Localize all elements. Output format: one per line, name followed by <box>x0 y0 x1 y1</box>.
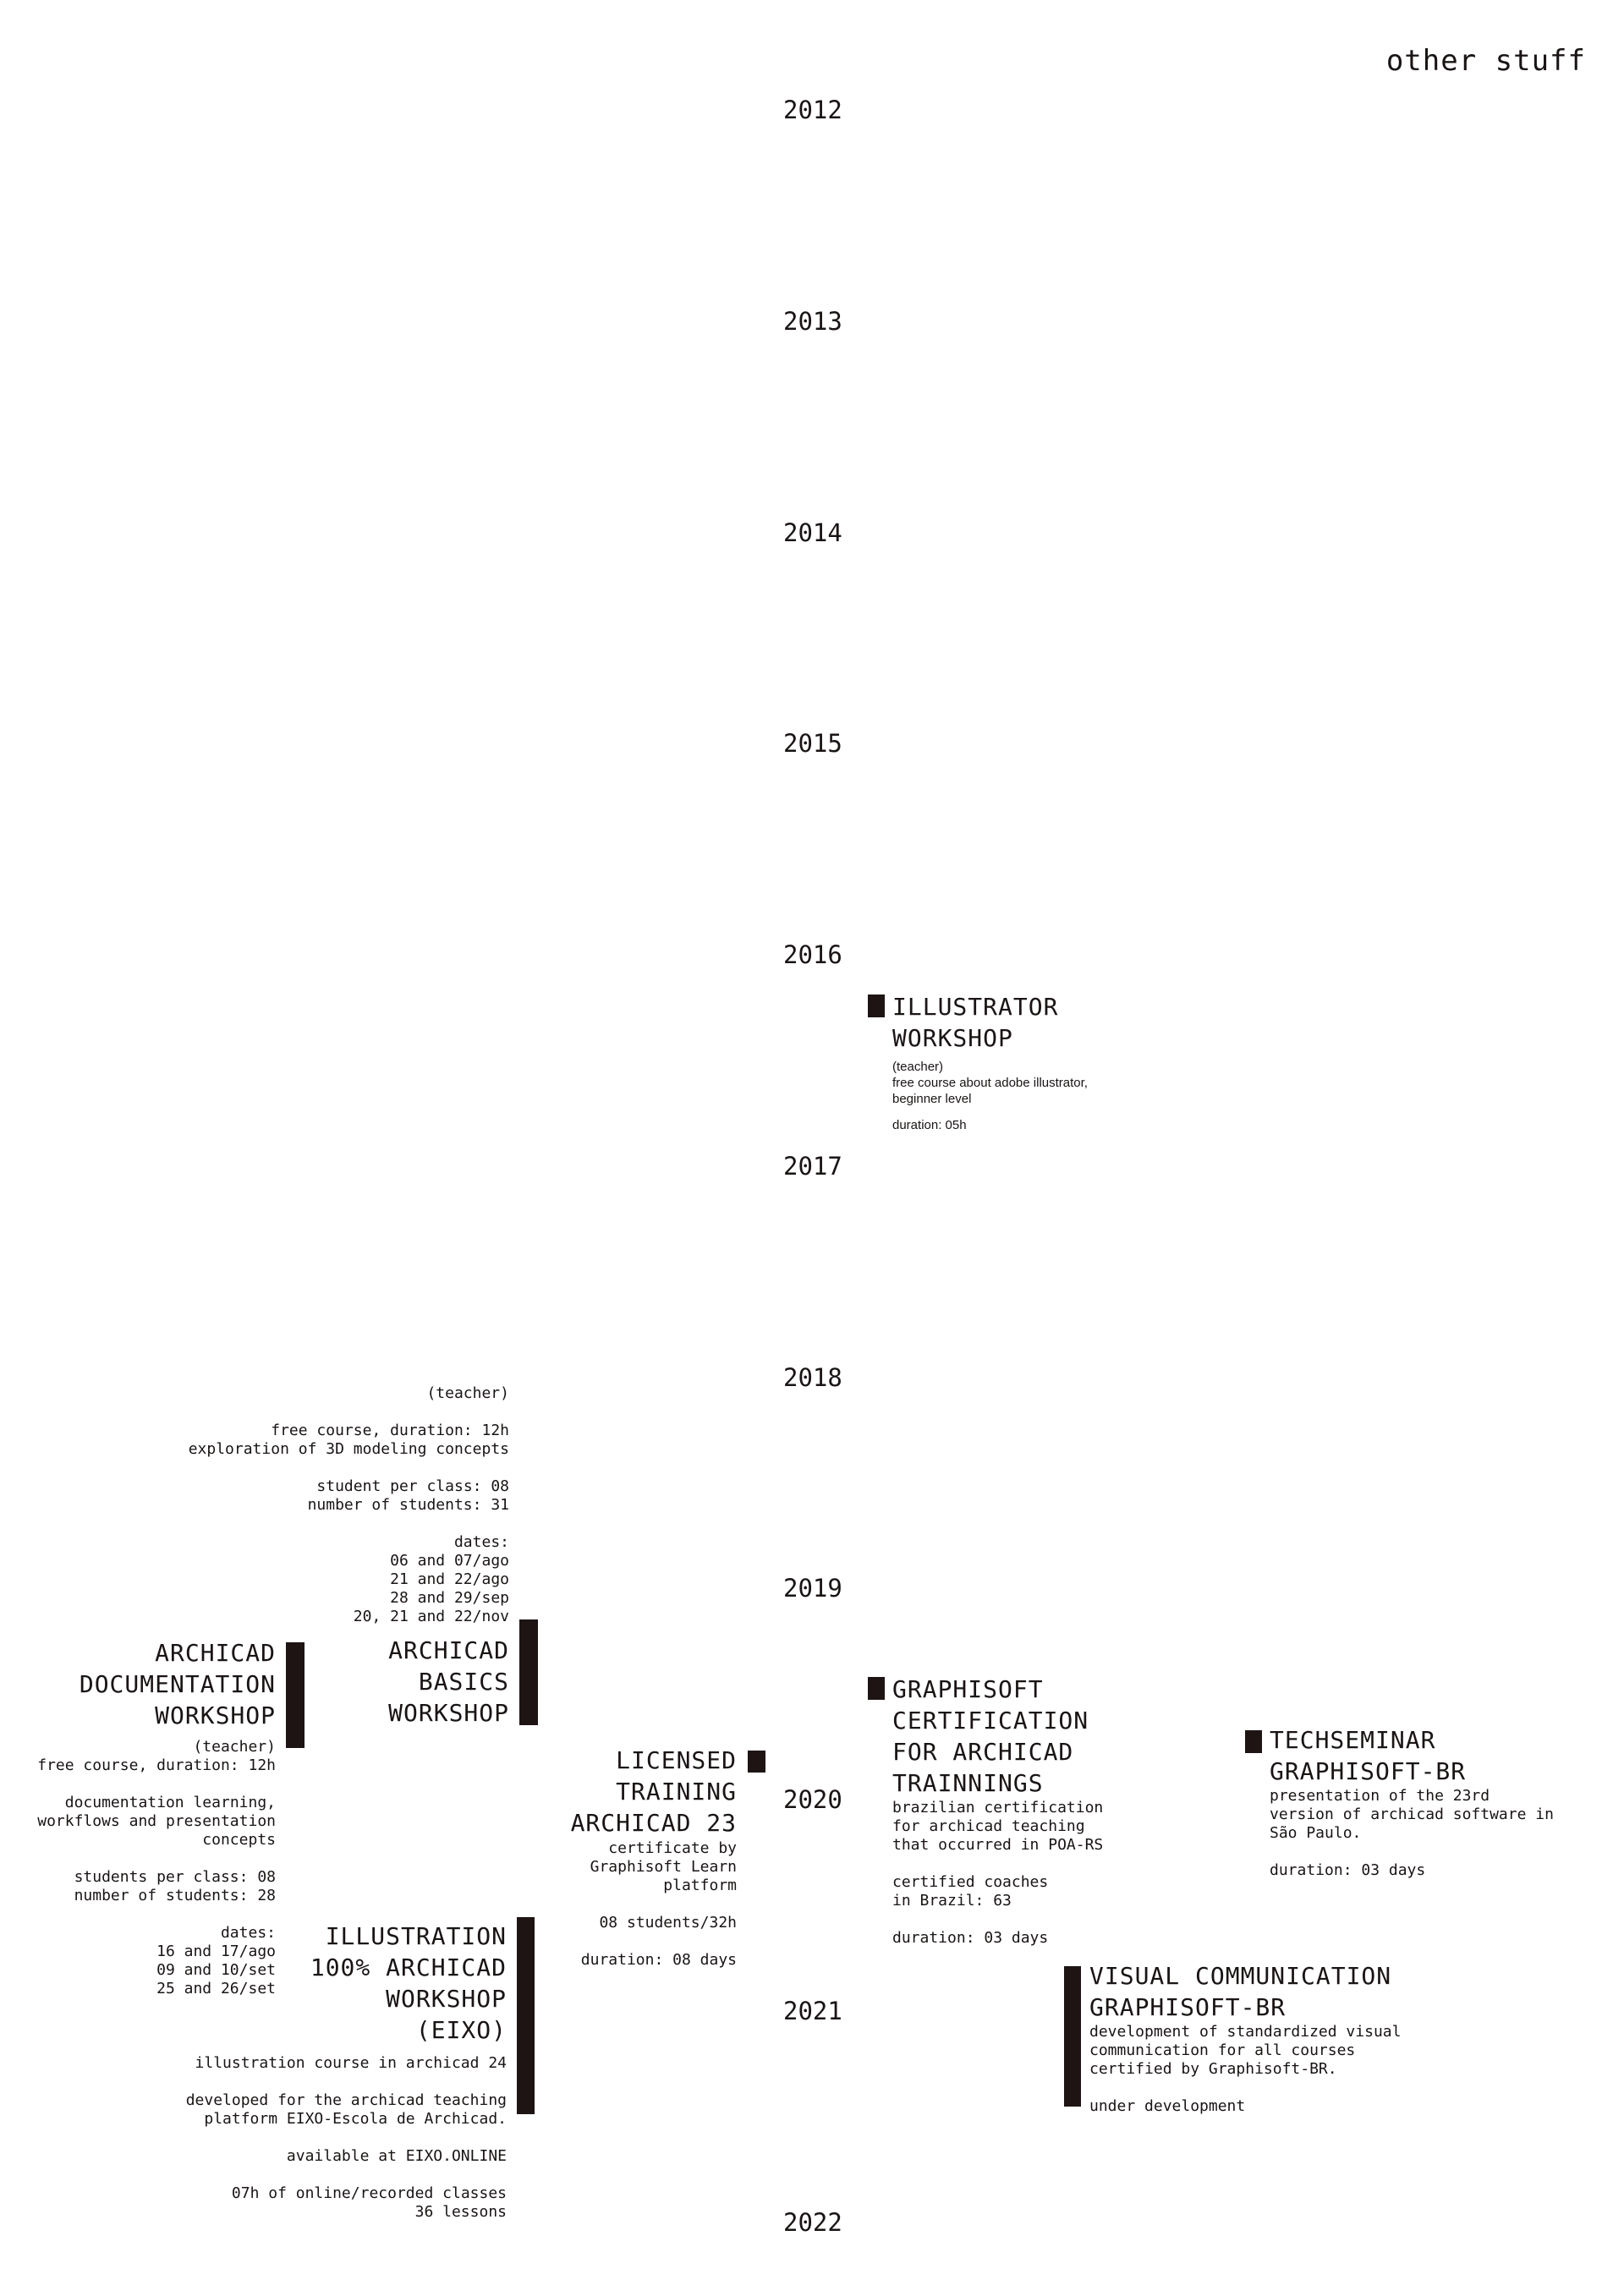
illustrator-marker <box>868 995 885 1017</box>
detail-line: platform EIXO-Escola de Archicad. <box>204 2110 507 2128</box>
detail-line: communication for all courses <box>1089 2041 1356 2059</box>
detail-line: dates: <box>220 1924 276 1942</box>
title-line: BASICS <box>418 1668 509 1696</box>
detail-line: developed for the archicad teaching <box>185 2091 507 2109</box>
info-line: 20, 21 and 22/nov <box>353 1608 509 1625</box>
detail-line: number of students: 28 <box>74 1887 276 1904</box>
title-line: ILLUSTRATION <box>325 1922 507 1950</box>
detail-line: workflows and presentation <box>37 1812 276 1830</box>
detail-line: duration: 05h <box>892 1118 967 1132</box>
info-line: 28 and 29/sep <box>390 1589 509 1607</box>
title-line: WORKSHOP <box>155 1701 276 1729</box>
detail-line: certified by Graphisoft-BR. <box>1089 2060 1337 2078</box>
visual-marker <box>1064 1966 1081 2107</box>
title-line: GRAPHISOFT-BR <box>1089 1993 1287 2021</box>
illustration100-marker <box>517 1917 535 2114</box>
detail-line: students per class: 08 <box>74 1868 276 1886</box>
year-2019: 2019 <box>783 1574 842 1603</box>
year-2014: 2014 <box>783 518 842 547</box>
detail-line: duration: 03 days <box>1270 1861 1426 1879</box>
title-line: LICENSED <box>616 1746 737 1774</box>
year-2015: 2015 <box>783 729 842 758</box>
detail-line: São Paulo. <box>1270 1824 1362 1842</box>
info-line: exploration of 3D modeling concepts <box>188 1440 509 1458</box>
title-line: TRAINNINGS <box>892 1769 1044 1797</box>
year-2021: 2021 <box>783 1997 842 2025</box>
title-line: WORKSHOP <box>892 1024 1013 1052</box>
techseminar-details <box>1270 1787 1591 1880</box>
detail-line: that occurred in POA-RS <box>892 1836 1104 1854</box>
detail-line: development of standardized visual <box>1089 2023 1402 2041</box>
certification-marker <box>868 1677 885 1700</box>
visual-communication <box>1089 1960 1445 2116</box>
detail-line: under development <box>1089 2097 1246 2115</box>
year-2020: 2020 <box>783 1785 842 1814</box>
info-line: student per class: 08 <box>316 1477 509 1495</box>
detail-line: (teacher) <box>892 1060 944 1074</box>
illustrator-workshop <box>892 991 1163 1133</box>
certification-details <box>892 1799 1197 1948</box>
illustrator-details <box>892 1059 1163 1133</box>
year-2016: 2016 <box>783 940 842 969</box>
detail-line: presentation of the 23rd <box>1270 1787 1490 1805</box>
basics-marker <box>519 1619 538 1725</box>
title-line: ARCHICAD <box>388 1636 509 1664</box>
info-line: dates: <box>453 1533 509 1551</box>
title-line: ARCHICAD 23 <box>570 1809 737 1837</box>
techseminar-title <box>1270 1724 1591 1787</box>
title-line: GRAPHISOFT-BR <box>1270 1757 1467 1785</box>
detail-line: documentation learning, <box>64 1794 276 1811</box>
title-line: VISUAL COMMUNICATION <box>1089 1962 1392 1990</box>
title-line: (EIXO) <box>415 2016 507 2044</box>
detail-line: 36 lessons <box>414 2203 507 2221</box>
detail-line: version of archicad software in <box>1270 1806 1554 1823</box>
detail-line: platform <box>663 1877 737 1894</box>
info-line: number of students: 31 <box>307 1496 509 1514</box>
year-2018: 2018 <box>783 1363 842 1392</box>
title-line: ILLUSTRATOR <box>892 993 1059 1021</box>
year-2012: 2012 <box>783 96 842 124</box>
detail-line: concepts <box>202 1831 276 1849</box>
detail-line: certificate by <box>608 1839 737 1857</box>
year-2017: 2017 <box>783 1152 842 1181</box>
detail-line: 16 and 17/ago <box>156 1943 276 1960</box>
title-line: CERTIFICATION <box>892 1707 1089 1734</box>
detail-line: duration: 08 days <box>580 1951 737 1969</box>
detail-line: free course about adobe illustrator, <box>892 1076 1088 1090</box>
licensed-title <box>483 1745 737 1838</box>
detail-line: available at EIXO.ONLINE <box>286 2147 507 2165</box>
title-line: WORKSHOP <box>386 1985 507 2013</box>
basics-info <box>69 1384 509 1626</box>
documentation-marker <box>286 1642 304 1748</box>
detail-line: 07h of online/recorded classes <box>231 2184 507 2202</box>
info-line: (teacher) <box>426 1384 509 1402</box>
title-line: TRAINING <box>616 1778 737 1806</box>
title-line: GRAPHISOFT <box>892 1675 1044 1703</box>
year-2013: 2013 <box>783 307 842 336</box>
illustration100-details <box>118 2054 507 2222</box>
detail-line: 08 students/32h <box>599 1914 737 1932</box>
detail-line: 09 and 10/set <box>156 1961 276 1979</box>
title-line: DOCUMENTATION <box>79 1670 276 1698</box>
detail-line: in Brazil: 63 <box>892 1892 1012 1910</box>
visual-details <box>1089 2023 1445 2116</box>
detail-line: free course, duration: 12h <box>37 1756 276 1774</box>
certification-title <box>892 1674 1197 1799</box>
page-title: other stuff <box>1385 44 1586 78</box>
techseminar-marker <box>1245 1730 1262 1753</box>
detail-line: duration: 03 days <box>892 1929 1049 1947</box>
illustration100-title <box>202 1921 507 2046</box>
visual-title <box>1089 1960 1445 2023</box>
detail-line: (teacher) <box>193 1738 276 1756</box>
documentation-title <box>5 1637 276 1731</box>
detail-line: brazilian certification <box>892 1799 1104 1817</box>
techseminar <box>1270 1724 1591 1880</box>
detail-line: Graphisoft Learn <box>590 1858 737 1876</box>
title-line: ARCHICAD <box>155 1639 276 1667</box>
title-line: TECHSEMINAR <box>1270 1726 1436 1754</box>
title-line: 100% ARCHICAD <box>310 1954 507 1981</box>
info-line: 06 and 07/ago <box>390 1552 509 1570</box>
info-line: 21 and 22/ago <box>390 1570 509 1588</box>
detail-line: beginner level <box>892 1092 972 1106</box>
detail-line: illustration course in archicad 24 <box>195 2054 507 2072</box>
illustrator-title <box>892 991 1163 1054</box>
info-line: free course, duration: 12h <box>271 1422 509 1439</box>
title-line: FOR ARCHICAD <box>892 1738 1074 1766</box>
licensed-marker <box>748 1751 765 1773</box>
graphisoft-certification <box>892 1674 1197 1948</box>
year-2022: 2022 <box>783 2208 842 2237</box>
title-line: WORKSHOP <box>388 1699 509 1727</box>
detail-line: for archicad teaching <box>892 1817 1085 1835</box>
detail-line: certified coaches <box>892 1873 1049 1891</box>
detail-line: 25 and 26/set <box>156 1980 276 1997</box>
